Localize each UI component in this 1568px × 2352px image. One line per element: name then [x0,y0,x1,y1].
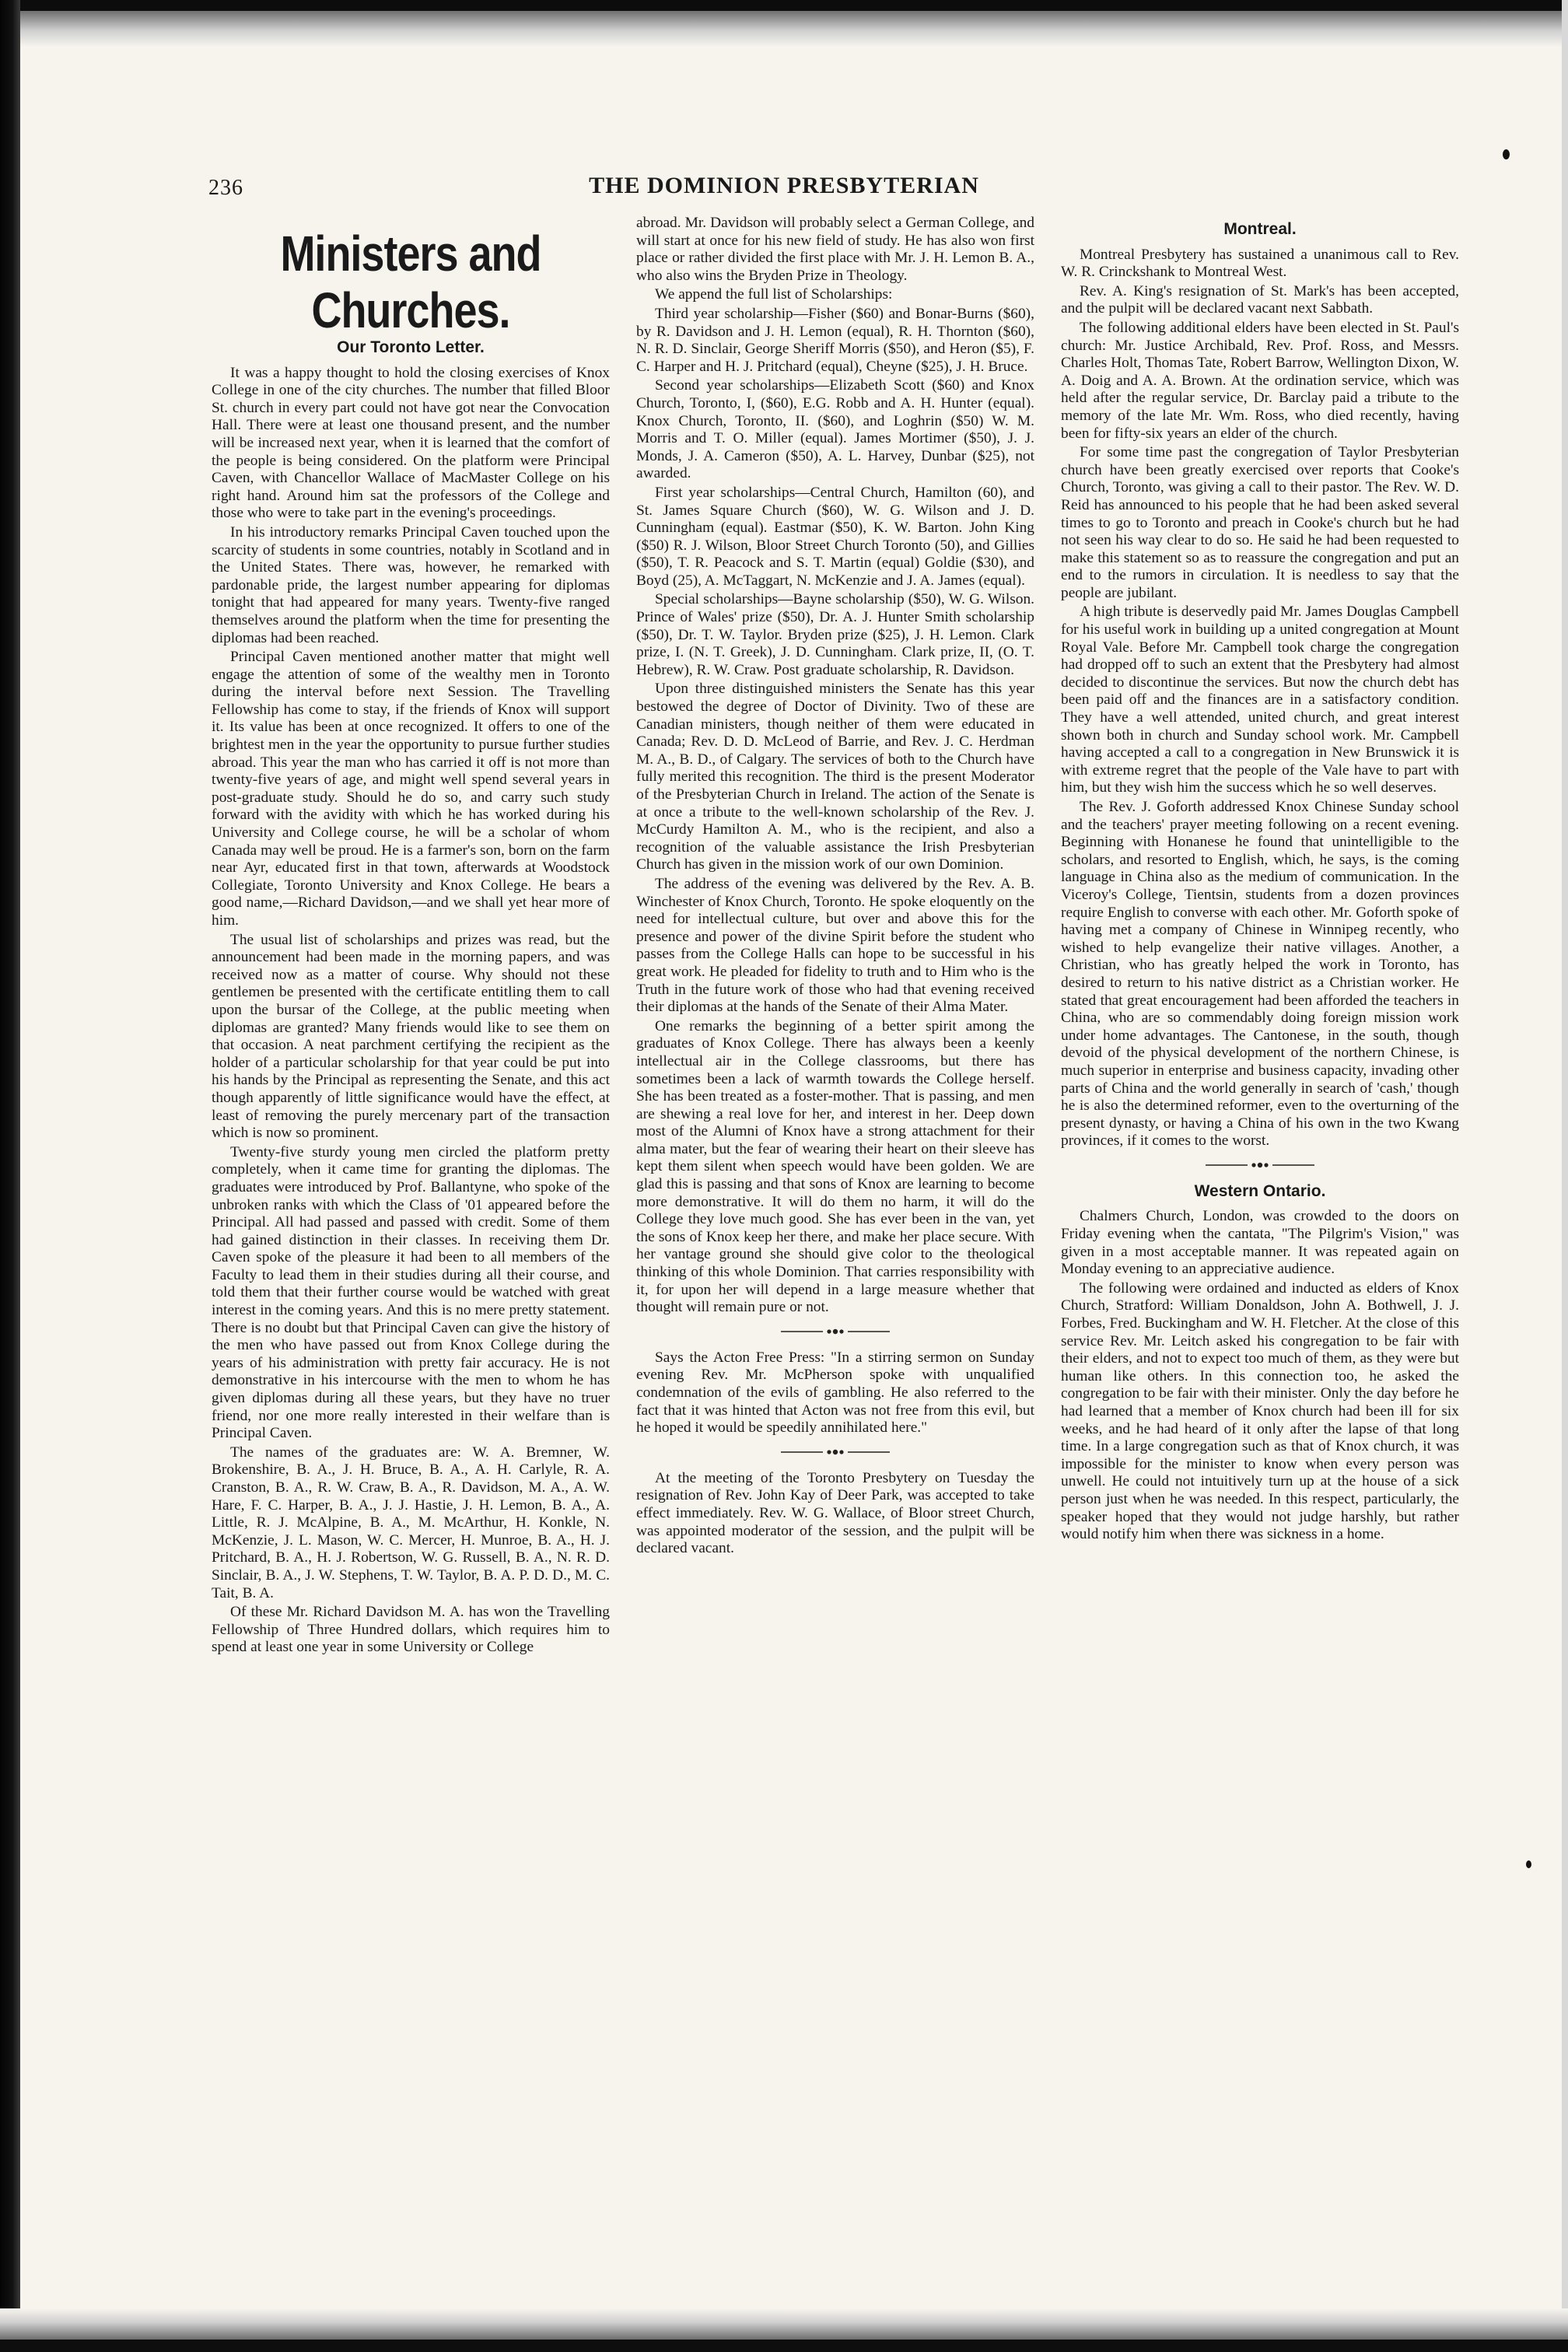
scholarship-list: Second year scholarships—Elizabeth Scott ($60) and Knox Church, Toronto, I, ($60), E.G. Robb and A. H. Hunter (equal). Knox Church, Toronto, II. ($60), and Loghrin ($50) W. M. Morris and T. O. Miller (equal). James Mortimer ($50), J. J. Monds, J. A. Cameron ($50), A. L. Harvey, Dunbar ($25), not awarded. [636,377,1034,482]
ornamental-divider [781,1448,890,1456]
scan-border-bottom [0,2340,1568,2352]
section-masthead: Ministers and Churches. [280,226,541,339]
article-paragraph: The address of the evening was delivered by the Rev. A. B. Winchester of Knox Church, Toronto. He spoke eloquently on the need for intellectual culture, but over and above this for the presence and power of the divine Spirit before the student who passes from the College Halls can hope to be successful in his great work. He pleaded for fidelity to truth and to Him who is the Truth in the future work of those who had that evening received their diplomas at the hands of the Senate of their Alma Mater. [636,875,1034,1016]
column-3 [1061,215,1459,2136]
article-paragraph: Chalmers Church, London, was crowded to the doors on Friday evening when the cantata, "The Pilgrim's Vision," was given in a most acceptable manner. It was repeated again on Monday evening to an appreciative audience. [1061,1208,1459,1278]
article-paragraph: The following were ordained and inducted as elders of Knox Church, Stratford: William Donaldson, John A. Bothwell, J. J. Forbes, Fred. Buckingham and W. H. Fletcher. At the close of this service Rev. Mr. Leitch asked his congregation to be fair with their elders, and not to expect too much of them, as they were but human like others. In this connection too, he asked the congregation to be fair with their minister. Only the day before he had learned that a member of Knox church had been ill for six weeks, and he had heard of it only after the lapse of that long time. In a large congregation such as that of Knox church, it was impossible for the minister to know when every person was unwell. He could not intuitively turn up at the house of a sick person just when he was needed. In this respect, particularly, the speaker hoped that they would not judge harshly, but rather would notify him when there was sickness in a home. [1061,1279,1459,1543]
scan-border-top [0,0,1568,11]
section-heading-western-ontario: Western Ontario. [1194,1181,1326,1200]
section-heading-montreal: Montreal. [1223,220,1297,238]
article-paragraph: The following additional elders have been elected in St. Paul's church: Mr. Justice Archibald, Rev. Prof. Ross, and Messrs. Charles Holt, Thomas Tate, Robert Barrow, Wellington Dixon, W. A. Doig and A. A. Brown. At the ordination service, which was held after the regular service, Dr. Barclay paid a tribute to the memory of the late Mr. Wm. Ross, who died recently, having been for fifty-six years an elder of the church. [1061,319,1459,442]
scholarship-list: First year scholarships—Central Church, Hamilton (60), and St. James Square Church ($60), W. G. Wilson and J. D. Cunningham (equal). Eastmar ($50), K. W. Barton. John King ($50) R. J. Wilson, Bloor Street Church Toronto (50), and Gillies ($50), T. R. Peacock and S. T. Martin (equal) Goldie ($30), and Boyd (25), A. McTaggart, N. McKenzie and J. A. James (equal). [636,484,1034,589]
article-subhead: Our Toronto Letter. [337,338,485,356]
article-paragraph: Of these Mr. Richard Davidson M. A. has won the Travelling Fellowship of Three Hundred dollars, which requires him to spend at least one year in some University or College [212,1604,610,1656]
article-paragraph: The usual list of scholarships and prizes was read, but the announcement had been made in the morning papers, and was received now as a matter of course. Why should not these gentlemen be presented with the certificate entitling them to call upon the bursar of the College, at the public meeting when diplomas are granted? Many friends would like to see them on that occasion. A neat parchment certifying the recipient as the holder of a particular scholarship for that year could be put into his hands by the Principal as representing the Senate, and this act though apparently of little significance would have the effect, at least of removing the purely mercenary part of the transaction which is now so prominent. [212,931,610,1142]
article-paragraph: For some time past the congregation of Taylor Presbyterian church have been greatly exercised over reports that Cooke's Church, Toronto, was giving a call to their pastor. The Rev. W. D. Reid has announced to his people that he had been asked several times to go to Toronto and preach in Cooke's church but he had not seen his way clear to do so. He said he had been requested to make this statement so as to reassure the congregation and put an end to the rumors in circulation. It is needless to say that the people are jubilant. [1061,444,1459,601]
running-title: THE DOMINION PRESBYTERIAN [589,173,979,198]
scan-shadow-top [0,11,1568,47]
article-paragraph: In his introductory remarks Principal Caven touched upon the scarcity of students in some countries, notably in Scotland and in the United States. There was, however, he remarked with pardonable pride, the largest number appearing for diplomas tonight that had appeared for many years. Twenty-five ranged themselves around the platform when the time for presenting the diplomas had been reached. [212,523,610,646]
article-paragraph: Says the Acton Free Press: "In a stirring sermon on Sunday evening Rev. Mr. McPherson spoke with unqualified condemnation of the evils of gambling. He also referred to the fact that it was hinted that Acton was not free from this evil, but he hoped it would be speedily annihilated here." [636,1349,1034,1437]
article-paragraph: abroad. Mr. Davidson will probably select a German College, and will start at once for his new field of study. He has also won first place or rather divided the first place with Mr. J. H. Lemon B. A., who also wins the Bryden Prize in Theology. [636,215,1034,284]
column-2 [636,215,1034,2136]
article-paragraph: At the meeting of the Toronto Presbytery on Tuesday the resignation of Rev. John Kay of Deer Park, was accepted to take effect immediately. Rev. W. G. Wallace, of Bloor street Church, was appointed moderator of the session, and the pulpit will be declared vacant. [636,1469,1034,1557]
article-paragraph: A high tribute is deservedly paid Mr. James Douglas Campbell for his useful work in building up a united congregation at Mount Royal Vale. Before Mr. Campbell took charge the congregation had dropped off to such an extent that the Presbytery had almost decided to discontinue the services. But now the church debt has been paid off and the finances are in a satisfactory condition. They have a well attended, united church, and great interest shown both in church and Sunday school work. Mr. Campbell having accepted a call to a congregation in New Brunswick it is with extreme regret that the people of the Vale have to part with him, but they wish him the success which he so well deserves. [1061,604,1459,796]
page-number: 236 [208,176,243,200]
scan-border-left [0,0,20,2352]
article-paragraph: The Rev. J. Goforth addressed Knox Chinese Sunday school and the teachers' prayer meeting following on a recent evening. Beginning with Honanese he found that unintelligible to the scholars, and resorted to English, which, he says, is the coming language in China also as the medium of communication. In the Viceroy's College, Tientsin, students from a dozen provinces require English to converse with each other. Mr. Goforth spoke of having met a company of Chinese in Winnipeg recently, who wished to help evangelize their native villages. Another, a Christian, who has greatly helped the work in Toronto, has desired to return to his native district as a Christian worker. He stated that great encouragement had been afforded the teachers in China, who are so commendably doing foreign mission work under home advantages. The Cantonese, in the south, though devoid of the physical development of the northern Chinese, is much superior in enterprise and business capacity, invading other parts of China and the world generally in search of 'cash,' though he is also the determined reformer, even to the overturning of the present dynasty, or having a China of his own in the two Kwang provinces, if it comes to the worst. [1061,799,1459,1150]
article-paragraph: Twenty-five sturdy young men circled the platform pretty completely, when it came time for granting the diplomas. The graduates were introduced by Prof. Ballantyne, who spoke of the unbroken ranks with which the Class of '01 appeared before the Principal. All had passed and passed with credit. Some of them had gained distinction in their classes. In receiving them Dr. Caven spoke of the pleasure it had been to all members of the Faculty to lead them in their studies during all their course, and told them that their further course would be watched with great interest in the coming years. And this is no mere pretty statement. There is no doubt but that Principal Caven can give the history of the men who have passed out from Knox College during the years of his administration with pretty fair accuracy. He is not demonstrative in his intercourse with the men to whom he has given diplomas during all these years, but they have no truer friend, nor one more really interested in their welfare than is Principal Caven. [212,1143,610,1442]
article-paragraph: One remarks the beginning of a better spirit among the graduates of Knox College. There has always been a keenly intellectual air in the College classrooms, but there has sometimes been a lack of warmth towards the College herself. She has been treated as a foster-mother. That is passing, and men are shewing a real love for her, and interest in her. Deep down most of the Alumni of Knox have a strong attachment for their alma mater, but the fear of wearing their heart on their sleeve has kept them silent when speech would have been golden. We are glad this is passing and that sons of Knox are learning to become more demonstrative. It will do them no harm, it will do the College they love much good. She has ever been in the van, yet the sons of Knox keep her there, and make her place secure. With her vantage ground she should give color to the theological thinking of this whole Dominion. That carries responsibility with it, for upon her will depend in a large measure whether that thought will remain pure or not. [636,1017,1034,1316]
article-paragraph: We append the full list of Scholarships: [655,286,893,303]
article-paragraph: Rev. A. King's resignation of St. Mark's has been accepted, and the pulpit will be declared vacant next Sabbath. [1061,282,1459,317]
ink-speck [1526,1860,1531,1868]
scan-shadow-bottom [0,2308,1568,2340]
ink-speck [1503,149,1510,159]
article-paragraph: Montreal Presbytery has sustained a unanimous call to Rev. W. R. Crinckshank to Montreal West. [1061,246,1459,281]
article-paragraph: It was a happy thought to hold the closing exercises of Knox College in one of the city churches. The number that filled Bloor St. church in every part could not have got near the Convocation Hall. There were at least one thousand present, and the number will be increased next year, when it is learned that the comfort of the people is being considered. On the platform were Principal Caven, with Chancellor Wallace of MacMaster College on his right hand. Around him sat the professors of the College and those who were to take part in the evening's proceedings. [212,364,610,522]
graduates-list: The names of the graduates are: W. A. Bremner, W. Brokenshire, B. A., J. H. Bruce, B. A., A. H. Carlyle, R. A. Cranston, B. A., R. W. Craw, B. A., R. Davidson, M. A., A. W. Hare, F. C. Harper, B. A., J. J. Hastie, J. H. Lemon, B. A., A. Little, R. J. McAlpine, B. A., M. McArthur, H. Konkle, N. McKenzie, J. L. Mason, W. C. Mercer, H. Munroe, B. A., H. J. Pritchard, B. A., H. J. Robertson, W. G. Russell, B. A., N. R. D. Sinclair, B. A., J. W. Stephens, T. W. Taylor, B. A. P. D. D., M. C. Tait, B. A. [212,1444,610,1601]
scan-border-right [1562,0,1568,2352]
ornamental-divider [1206,1161,1314,1169]
column-1 [212,215,610,2136]
scholarship-list: Special scholarships—Bayne scholarship ($50), W. G. Wilson. Prince of Wales' prize ($50), Dr. A. J. Hunter Smith scholarship ($50), Dr. T. W. Taylor. Bryden prize ($25), J. H. Lemon. Clark prize, I. (N. T. Greek), J. D. Cunningham. Clark prize, II, (O. T. Hebrew), R. W. Craw. Post graduate scholarship, R. Davidson. [636,591,1034,678]
article-paragraph: Principal Caven mentioned another matter that might well engage the attention of some of the wealthy men in Toronto during the interval before next Session. The Travelling Fellowship has come to stay, if the friends of Knox will support it. Its value has been at once recognized. It offers to one of the brightest men in the year the opportunity to pursue further studies abroad. This year the man who has carried it off is not more than twenty-five years of age, and might well spend several years in post-graduate study. Should he do so, and carry such study forward with the avidity with which he has worked during his University and College course, he will be a scholar of whom Canada may well be proud. He is a farmer's son, born on the farm near Ayr, educated first in that town, afterwards at Woodstock Collegiate, Toronto University and Knox College. He bears a good name,—Richard Davidson,—and we shall yet hear more of him. [212,649,610,929]
ornamental-divider [781,1328,890,1335]
article-paragraph: Upon three distinguished ministers the Senate has this year bestowed the degree of Doctor of Divinity. Two of these are Canadian ministers, though neither of them were educated in Canada; Rev. D. D. McLeod of Barrie, and Rev. J. C. Herdman M. A., B. D., of Calgary. The services of both to the Church have fully merited this recognition. The third is the present Moderator of the Presbyterian Church in Ireland. The action of the Senate is at once a tribute to the well-known scholarship of the Rev. J. McCurdy Hamilton A. M., who is the recipient, and also a recognition of the valuable assistance the Irish Presbyterian Church has given in the mission work of our own Dominion. [636,681,1034,873]
scholarship-list: Third year scholarship—Fisher ($60) and Bonar-Burns ($60), by R. Davidson and J. H. Lemon (equal), R. H. Thornton ($60), N. R. D. Sinclair, George Sheriff Morris ($50), and Heron ($5), F. C. Harper and H. J. Pritchard (equal), Cheyne ($25), J. H. Bruce. [636,305,1034,375]
